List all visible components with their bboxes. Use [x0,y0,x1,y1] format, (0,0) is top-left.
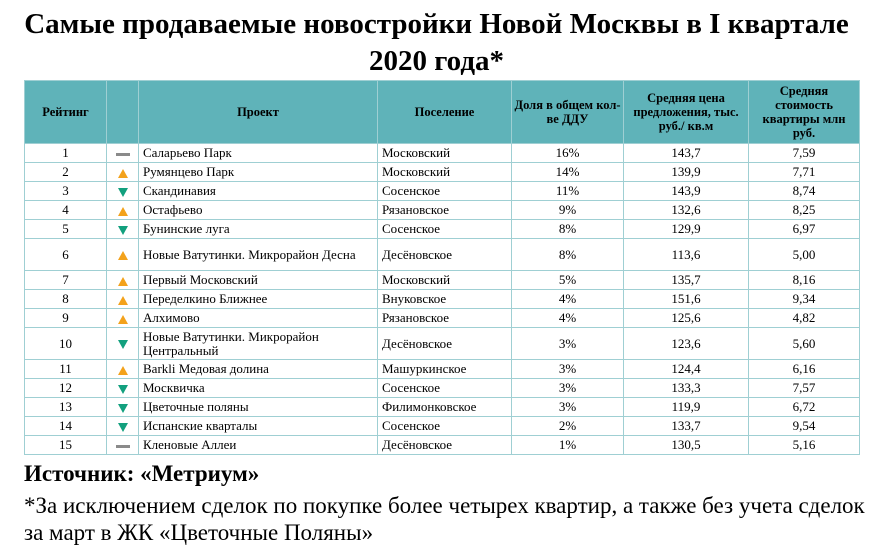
up-icon [118,315,128,324]
cell-share: 3% [512,328,624,360]
cell-share: 3% [512,379,624,398]
table-row [25,163,860,182]
cell-settlement: Московский [378,163,512,182]
cell-rank: 6 [25,239,107,271]
cell-settlement: Десёновское [378,436,512,455]
up-icon [118,366,128,375]
cell-trend [107,379,139,398]
header-cost: Средняя стоимость квартиры млн руб. [749,81,860,144]
source-note: Источник: «Метриум» [24,461,260,486]
cell-cost: 6,97 [749,220,860,239]
down-icon [118,423,128,432]
cell-trend [107,239,139,271]
cell-project: Остафьево [139,201,378,220]
cell-share: 2% [512,417,624,436]
cell-project: Скандинавия [139,182,378,201]
cell-price: 132,6 [624,201,749,220]
cell-rank: 7 [25,271,107,290]
cell-rank: 14 [25,417,107,436]
cell-cost: 8,16 [749,271,860,290]
cell-cost: 7,71 [749,163,860,182]
cell-cost: 8,74 [749,182,860,201]
cell-trend [107,144,139,163]
header-trend [107,81,139,144]
down-icon [118,385,128,394]
cell-trend [107,398,139,417]
cell-price: 124,4 [624,360,749,379]
cell-settlement: Сосенское [378,182,512,201]
cell-share: 3% [512,398,624,417]
table-row [25,201,860,220]
cell-price: 135,7 [624,271,749,290]
cell-settlement: Рязановское [378,201,512,220]
cell-cost: 5,00 [749,239,860,271]
cell-rank: 11 [25,360,107,379]
cell-settlement: Сосенское [378,220,512,239]
down-icon [118,404,128,413]
cell-trend [107,290,139,309]
cell-project: Переделкино Ближнее [139,290,378,309]
cell-project: Первый Московский [139,271,378,290]
cell-trend [107,271,139,290]
cell-share: 9% [512,201,624,220]
table-row [25,417,860,436]
header-project: Проект [139,81,378,144]
cell-rank: 9 [25,309,107,328]
cell-rank: 13 [25,398,107,417]
page-title: Самые продаваемые новостройки Новой Москвы в I квартале 2020 года* [24,8,849,77]
cell-settlement: Московский [378,271,512,290]
cell-trend [107,201,139,220]
cell-price: 133,3 [624,379,749,398]
down-icon [118,226,128,235]
header-share: Доля в общем кол-ве ДДУ [512,81,624,144]
cell-price: 143,9 [624,182,749,201]
cell-settlement: Рязановское [378,309,512,328]
table-row [25,360,860,379]
table-row [25,239,860,271]
cell-rank: 10 [25,328,107,360]
cell-share: 14% [512,163,624,182]
cell-settlement: Московский [378,144,512,163]
cell-project: Barkli Медовая долина [139,360,378,379]
cell-settlement: Машуркинское [378,360,512,379]
cell-price: 129,9 [624,220,749,239]
cell-project: Алхимово [139,309,378,328]
cell-cost: 6,72 [749,398,860,417]
cell-rank: 1 [25,144,107,163]
cell-rank: 5 [25,220,107,239]
up-icon [118,251,128,260]
cell-settlement: Сосенское [378,379,512,398]
cell-share: 3% [512,360,624,379]
cell-price: 123,6 [624,328,749,360]
cell-settlement: Десёновское [378,239,512,271]
up-icon [118,296,128,305]
cell-project: Москвичка [139,379,378,398]
cell-trend [107,163,139,182]
header-settlement: Поселение [378,81,512,144]
cell-settlement: Десёновское [378,328,512,360]
cell-cost: 5,60 [749,328,860,360]
cell-rank: 4 [25,201,107,220]
table-row [25,398,860,417]
table-row [25,309,860,328]
cell-price: 143,7 [624,144,749,163]
up-icon [118,277,128,286]
table-header-row [25,81,860,144]
cell-project: Саларьево Парк [139,144,378,163]
down-icon [118,340,128,349]
cell-trend [107,436,139,455]
cell-share: 11% [512,182,624,201]
cell-project: Цветочные поляны [139,398,378,417]
ranking-table [24,80,860,455]
cell-settlement: Филимонковское [378,398,512,417]
cell-share: 1% [512,436,624,455]
cell-share: 16% [512,144,624,163]
cell-rank: 8 [25,290,107,309]
cell-trend [107,417,139,436]
cell-share: 4% [512,309,624,328]
cell-price: 125,6 [624,309,749,328]
cell-cost: 8,25 [749,201,860,220]
table-row [25,290,860,309]
table-row [25,220,860,239]
same-icon [116,153,130,156]
cell-cost: 6,16 [749,360,860,379]
table-row [25,182,860,201]
up-icon [118,169,128,178]
footnote: *За исключением сделок по покупке более четырех квартир, а также без учета сделок за март в ЖК «Цветочные Поляны» [24,493,865,545]
cell-price: 113,6 [624,239,749,271]
cell-cost: 7,59 [749,144,860,163]
cell-rank: 3 [25,182,107,201]
cell-project: Новые Ватутинки. Микрорайон Десна [139,239,378,271]
cell-project: Кленовые Аллеи [139,436,378,455]
cell-trend [107,360,139,379]
cell-cost: 4,82 [749,309,860,328]
cell-trend [107,328,139,360]
up-icon [118,207,128,216]
table-row [25,436,860,455]
table-row [25,271,860,290]
cell-project: Новые Ватутинки. Микрорайон Центральный [139,328,378,360]
cell-share: 8% [512,239,624,271]
cell-cost: 9,34 [749,290,860,309]
cell-share: 8% [512,220,624,239]
down-icon [118,188,128,197]
cell-project: Бунинские луга [139,220,378,239]
cell-share: 5% [512,271,624,290]
cell-rank: 2 [25,163,107,182]
cell-trend [107,220,139,239]
table-row [25,379,860,398]
cell-settlement: Сосенское [378,417,512,436]
cell-trend [107,309,139,328]
same-icon [116,445,130,448]
header-price: Средняя цена предложения, тыс. руб./ кв.м [624,81,749,144]
cell-price: 133,7 [624,417,749,436]
table-body [25,144,860,455]
cell-price: 119,9 [624,398,749,417]
cell-price: 139,9 [624,163,749,182]
cell-project: Испанские кварталы [139,417,378,436]
cell-cost: 5,16 [749,436,860,455]
cell-cost: 7,57 [749,379,860,398]
cell-share: 4% [512,290,624,309]
cell-cost: 9,54 [749,417,860,436]
cell-rank: 12 [25,379,107,398]
cell-price: 151,6 [624,290,749,309]
header-rank: Рейтинг [25,81,107,144]
cell-trend [107,182,139,201]
cell-rank: 15 [25,436,107,455]
cell-price: 130,5 [624,436,749,455]
cell-project: Румянцево Парк [139,163,378,182]
cell-settlement: Внуковское [378,290,512,309]
table-row [25,144,860,163]
table-row [25,328,860,360]
